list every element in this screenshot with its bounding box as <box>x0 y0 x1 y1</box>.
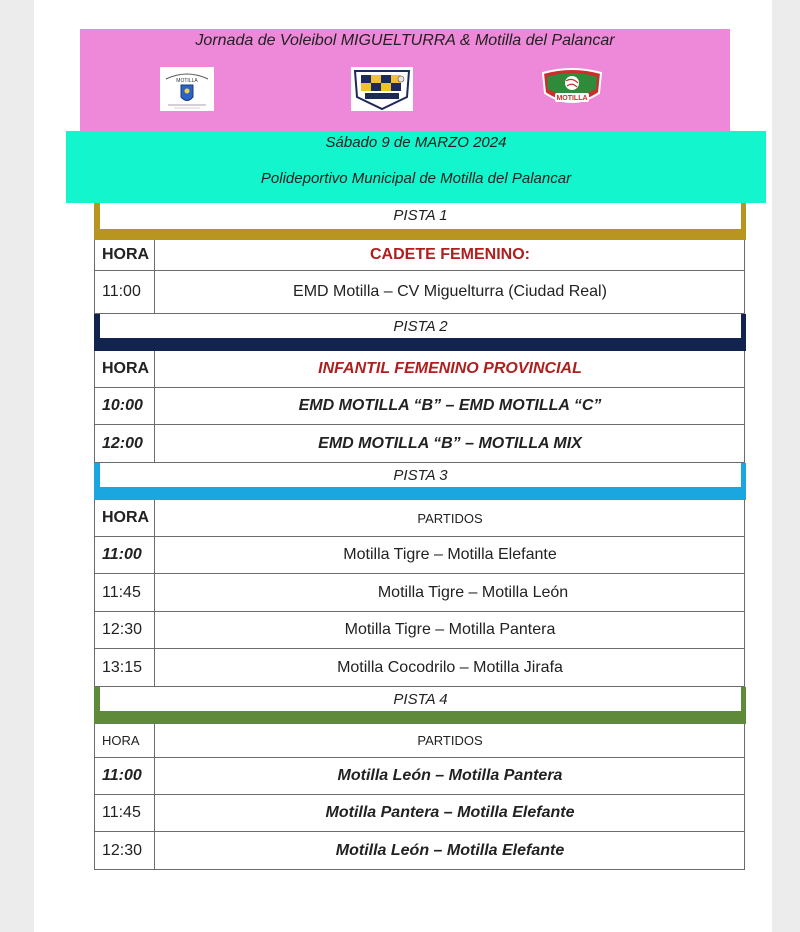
hora-label: HORA <box>95 351 155 387</box>
match-time: 11:00 <box>95 271 155 313</box>
match-time: 10:00 <box>95 388 155 424</box>
table-row <box>94 758 745 795</box>
match-teams: EMD MOTILLA “B” – EMD MOTILLA “C” <box>298 397 602 414</box>
motilla-volleyball-logo <box>535 67 609 116</box>
match-time: 12:00 <box>95 425 155 462</box>
pista3-category: PARTIDOS <box>417 510 483 526</box>
pista4-category-row <box>94 724 745 758</box>
match-teams: Motilla Tigre – Motilla Pantera <box>344 621 556 638</box>
pista1-title: PISTA 1 <box>100 203 741 229</box>
match-teams: EMD Motilla – CV Miguelturra (Ciudad Real) <box>293 283 607 300</box>
hora-label: HORA <box>95 500 155 536</box>
table-row <box>94 832 745 870</box>
header-banner <box>80 29 730 132</box>
hora-label: HORA <box>95 240 155 270</box>
table-row <box>94 649 745 687</box>
match-time: 11:00 <box>95 758 155 794</box>
table-row <box>94 271 745 314</box>
match-teams: Motilla Tigre – Motilla León <box>377 583 569 601</box>
hora-label: HORA <box>95 724 155 757</box>
municipal-school-logo <box>160 67 214 116</box>
table-row <box>94 612 745 649</box>
pista2-category-row <box>94 351 745 388</box>
pista4-title: PISTA 4 <box>100 687 741 711</box>
match-time: 12:30 <box>95 612 155 648</box>
pista1-category: CADETE FEMENINO: <box>370 246 530 263</box>
pista3-title: PISTA 3 <box>100 463 741 487</box>
pista2-title: PISTA 2 <box>100 314 741 338</box>
table-row <box>94 574 745 612</box>
logo-left-text: MOTILLA <box>176 78 198 84</box>
table-row <box>94 537 745 574</box>
match-time: 12:30 <box>95 832 155 869</box>
match-teams: Motilla Tigre – Motilla Elefante <box>343 546 557 563</box>
pista2-category: INFANTIL FEMENINO PROVINCIAL <box>318 360 582 377</box>
logo-right-text: MOTILLA <box>556 95 588 102</box>
match-teams: Motilla Pantera – Motilla Elefante <box>325 804 575 821</box>
event-title: Jornada de Voleibol MIGUELTURRA & Motilla del Palancar <box>195 32 615 49</box>
match-teams: Motilla León – Motilla Pantera <box>337 767 563 784</box>
table-row <box>94 795 745 832</box>
match-time: 13:15 <box>95 649 155 686</box>
pista1-category-row <box>94 240 745 271</box>
date-venue-banner <box>66 131 766 203</box>
match-time: 11:00 <box>95 537 155 573</box>
table-row <box>94 425 745 463</box>
event-date: Sábado 9 de MARZO 2024 <box>325 134 507 151</box>
pista4-category: PARTIDOS <box>417 733 483 748</box>
match-teams: Motilla Cocodrilo – Motilla Jirafa <box>337 658 563 676</box>
match-time: 11:45 <box>95 795 155 831</box>
table-row <box>94 388 745 425</box>
event-venue: Polideportivo Municipal de Motilla del Palancar <box>260 170 572 187</box>
match-teams: EMD MOTILLA “B” – MOTILLA MIX <box>318 434 582 452</box>
match-time: 11:45 <box>95 574 155 611</box>
pista3-category-row <box>94 500 745 537</box>
club-crest-logo <box>351 67 413 116</box>
match-teams: Motilla León – Motilla Elefante <box>335 841 565 859</box>
